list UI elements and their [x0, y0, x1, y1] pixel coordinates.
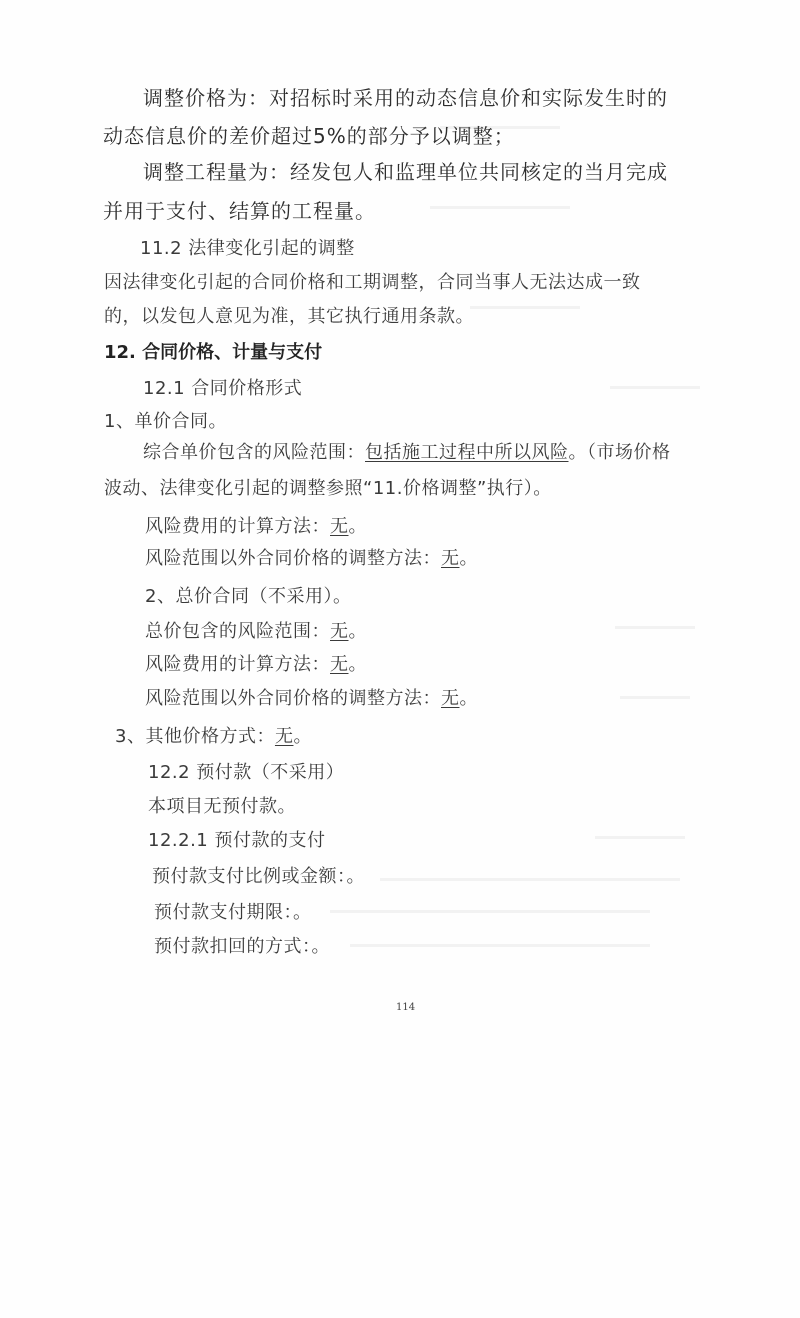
- label-text: 。: [348, 516, 367, 537]
- paragraph-line: 2、总价合同（不采用）。: [145, 586, 352, 607]
- section-heading: 12.1 合同价格形式: [143, 378, 303, 399]
- chapter-heading: 12. 合同价格、计量与支付: [104, 342, 323, 363]
- label-text: 。（市场价格: [568, 442, 671, 463]
- paragraph-line: 因法律变化引起的合同价格和工期调整，合同当事人无法达成一致: [104, 272, 641, 293]
- label-text: 。: [348, 654, 367, 675]
- label-text: 。: [459, 548, 478, 569]
- paragraph-line: [145, 550, 478, 568]
- bleed-through-mark: [595, 836, 685, 839]
- label-text: 。: [459, 688, 478, 709]
- filled-value: 无: [441, 688, 460, 709]
- paragraph-line: [145, 656, 367, 674]
- filled-value: 无: [274, 726, 294, 747]
- filled-value: 无: [441, 548, 460, 569]
- paragraph-line: 本项目无预付款。: [148, 796, 296, 817]
- label-text: 。: [293, 726, 312, 747]
- label-text: 风险费用的计算方法：: [145, 516, 330, 537]
- paragraph-line: 波动、法律变化引起的调整参照“11.价格调整”执行）。: [104, 478, 552, 499]
- section-heading: 12.2.1 预付款的支付: [148, 830, 326, 851]
- label-text: 风险范围以外合同价格的调整方法：: [145, 688, 441, 709]
- label-text: 总价包含的风险范围：: [145, 621, 330, 642]
- bleed-through-mark: [615, 626, 695, 629]
- paragraph-line: 1、单价合同。: [104, 411, 227, 432]
- paragraph-line: 并用于支付、结算的工程量。: [103, 199, 376, 223]
- section-heading: 12.2 预付款（不采用）: [148, 762, 345, 783]
- bleed-through-mark: [350, 944, 650, 947]
- bleed-through-mark: [470, 306, 580, 309]
- bleed-through-mark: [330, 910, 650, 913]
- filled-value: 无: [330, 654, 349, 675]
- paragraph-line: 调整工程量为：经发包人和监理单位共同核定的当月完成: [143, 160, 668, 184]
- paragraph-line: 动态信息价的差价超过5%的部分予以调整；: [103, 124, 515, 148]
- paragraph-line: [145, 690, 478, 708]
- filled-value: 无: [330, 621, 349, 642]
- paragraph-line: [143, 444, 671, 462]
- label-text: 3、其他价格方式：: [115, 726, 275, 747]
- bleed-through-mark: [620, 696, 690, 699]
- filled-value: 无: [330, 516, 349, 537]
- label-text: 。: [348, 621, 367, 642]
- label-text: 风险范围以外合同价格的调整方法：: [145, 548, 441, 569]
- bleed-through-mark: [380, 878, 680, 881]
- paragraph-line: 预付款支付比例或金额：。: [152, 866, 365, 887]
- page-number: 114: [396, 1002, 416, 1013]
- paragraph-line: [145, 518, 367, 536]
- paragraph-line: 的，以发包人意见为准，其它执行通用条款。: [104, 306, 474, 327]
- section-heading: 11.2 法律变化引起的调整: [140, 238, 355, 259]
- paragraph-line: 预付款扣回的方式：。: [154, 936, 330, 957]
- filled-value: 包括施工过程中所以风险: [365, 442, 569, 463]
- paragraph-line: [115, 728, 312, 746]
- bleed-through-mark: [430, 206, 570, 209]
- paragraph-line: 调整价格为：对招标时采用的动态信息价和实际发生时的: [143, 86, 668, 110]
- bleed-through-mark: [610, 386, 700, 389]
- paragraph-line: 预付款支付期限：。: [154, 902, 312, 923]
- label-text: 风险费用的计算方法：: [145, 654, 330, 675]
- label-text: 综合单价包含的风险范围：: [143, 442, 365, 463]
- paragraph-line: [145, 623, 367, 641]
